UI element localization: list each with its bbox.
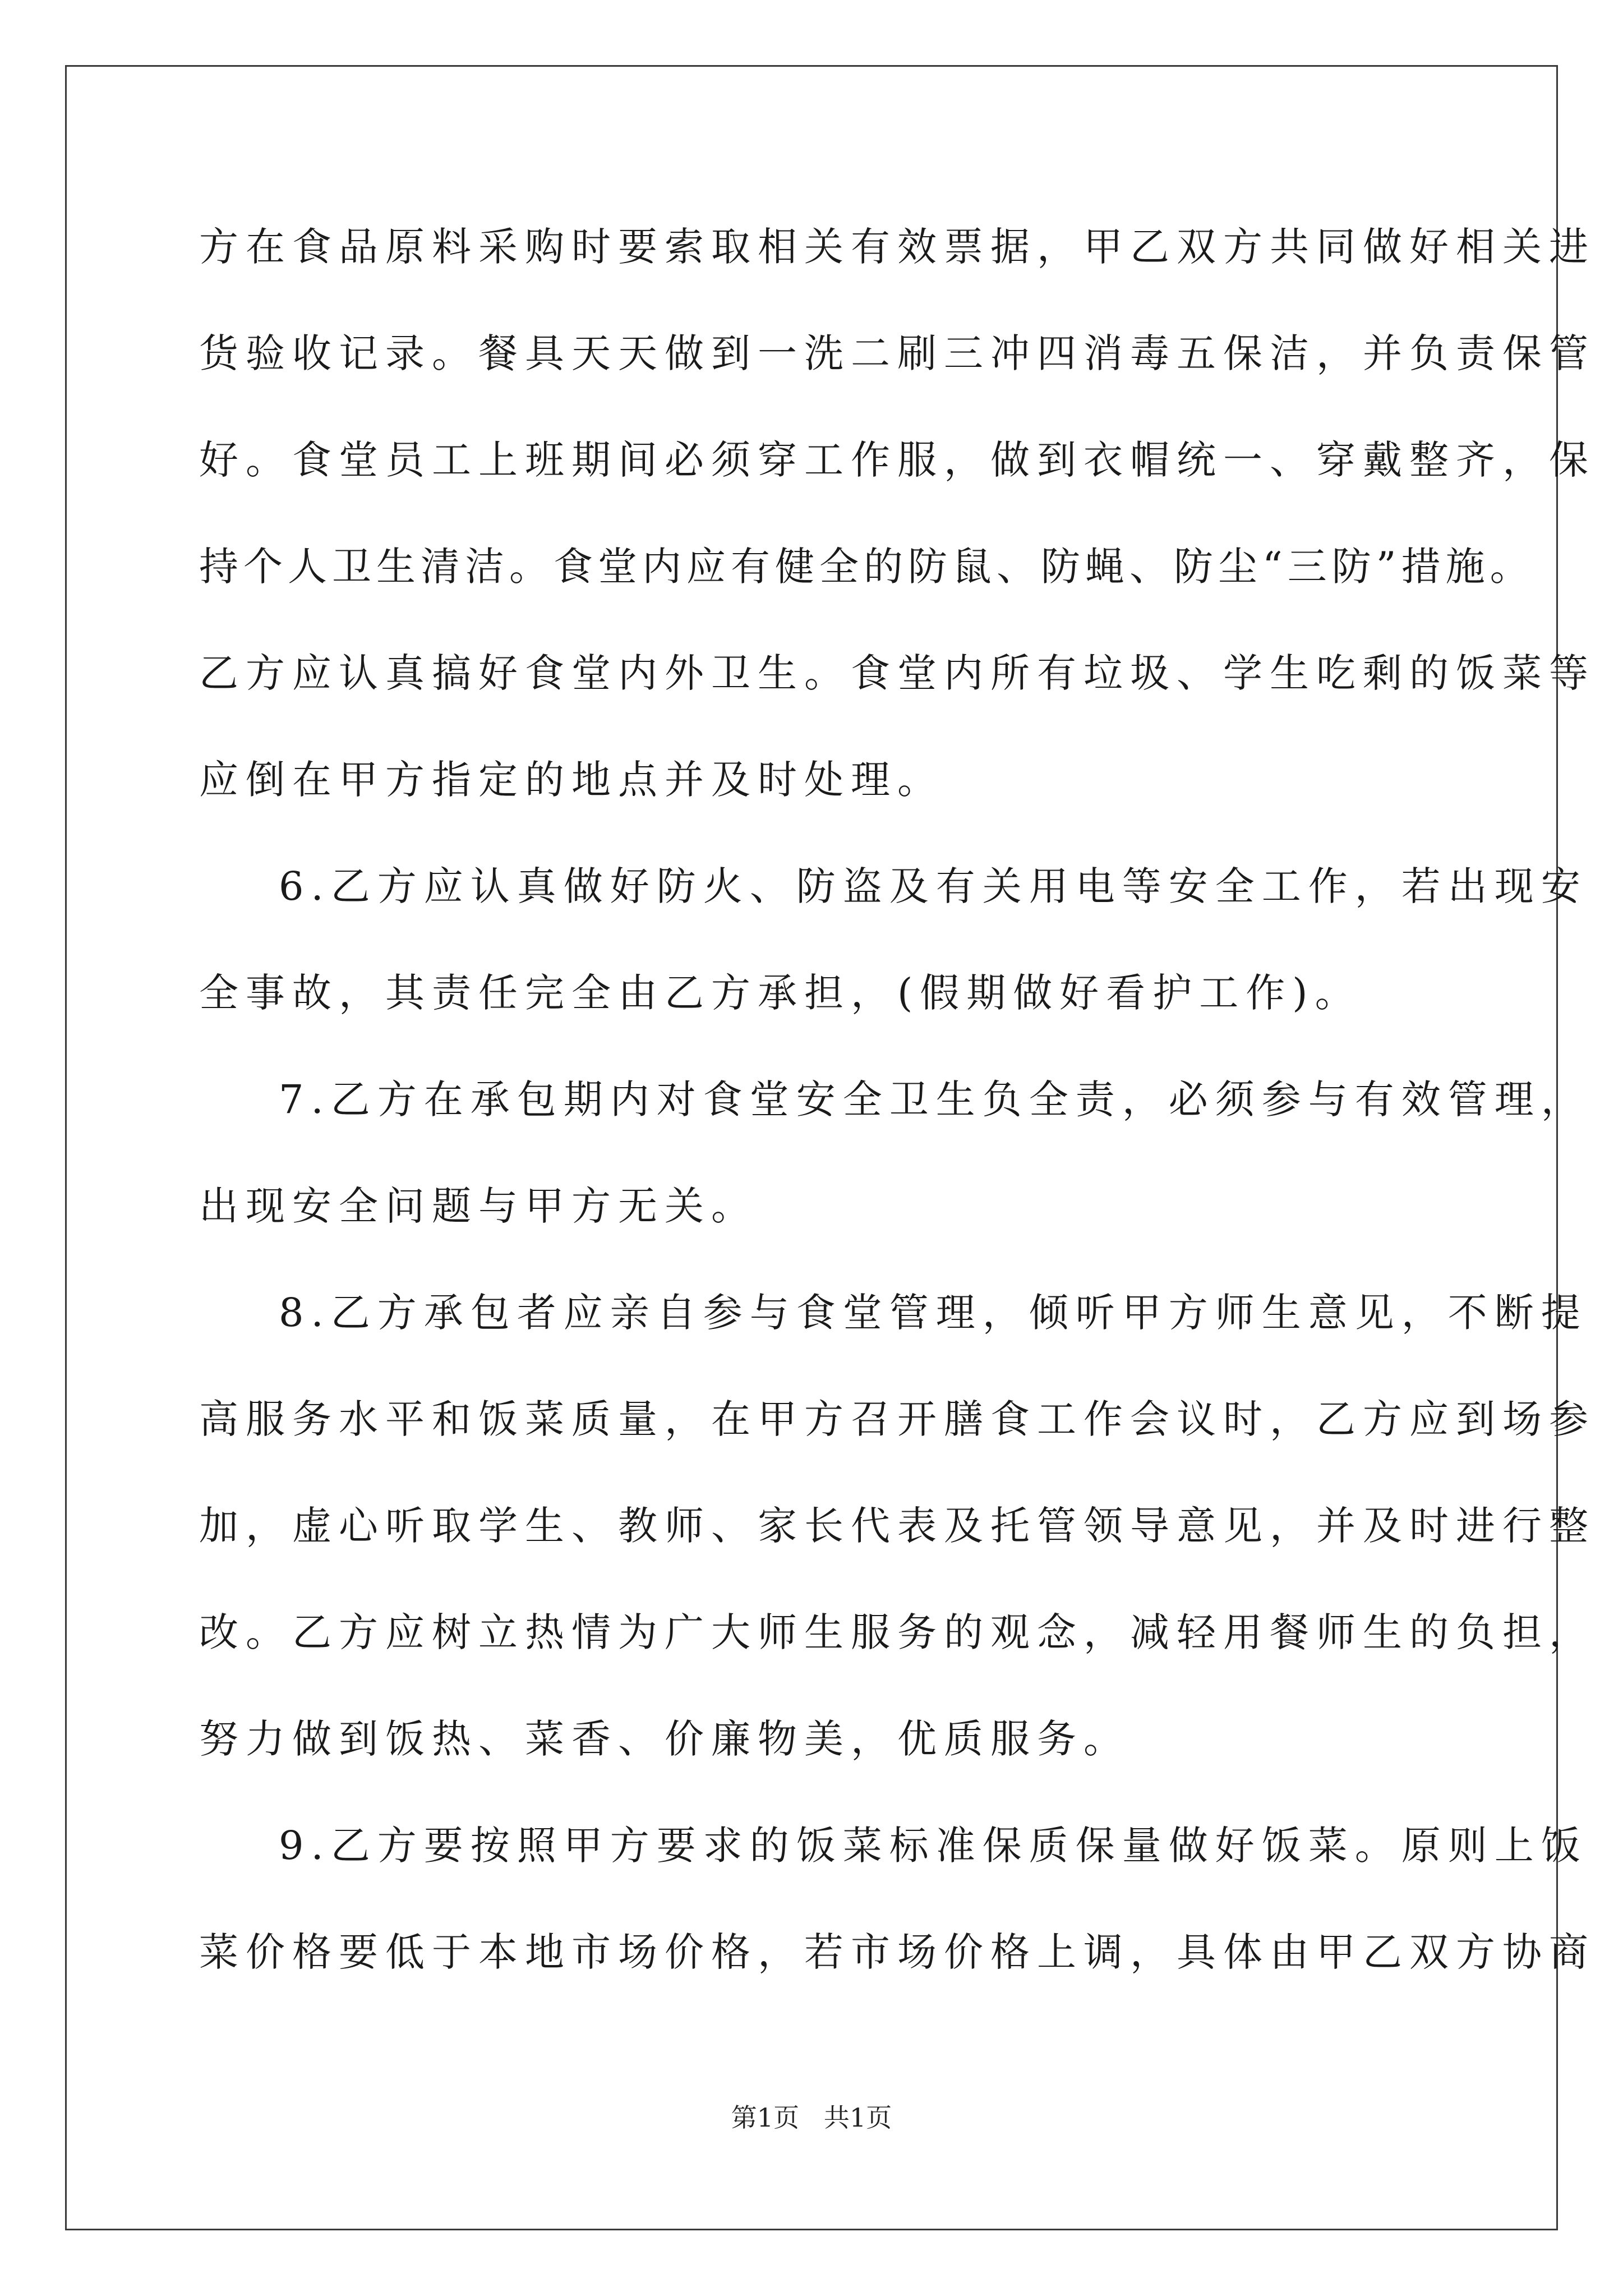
document-body xyxy=(199,216,1596,2028)
text-line: 好。食堂员工上班期间必须穿工作服，做到衣帽统一、穿戴整齐，保 xyxy=(199,437,1596,483)
text-line: 应倒在甲方指定的地点并及时处理。 xyxy=(199,757,944,803)
text-line-item-7: 7.乙方在承包期内对食堂安全卫生负全责，必须参与有效管理， xyxy=(279,1076,1588,1122)
text-line: 菜价格要低于本地市场价格，若市场价格上调，具体由甲乙双方协商 xyxy=(199,1929,1596,1975)
page-number-footer: 第1页 共1页 xyxy=(731,2102,892,2133)
text-line: 出现安全问题与甲方无关。 xyxy=(199,1183,758,1229)
text-line: 努力做到饭热、菜香、价廉物美，优质服务。 xyxy=(199,1716,1130,1762)
text-line: 货验收记录。餐具天天做到一洗二刷三冲四消毒五保洁，并负责保管 xyxy=(199,330,1596,376)
text-line: 全事故，其责任完全由乙方承担，(假期做好看护工作)。 xyxy=(199,970,1362,1016)
text-line-item-9: 9.乙方要按照甲方要求的饭菜标准保质保量做好饭菜。原则上饭 xyxy=(279,1823,1588,1869)
text-line-item-8: 8.乙方承包者应亲自参与食堂管理，倾听甲方师生意见，不断提 xyxy=(279,1290,1588,1336)
text-line: 改。乙方应树立热情为广大师生服务的观念，减轻用餐师生的负担， xyxy=(199,1609,1596,1655)
text-line: 乙方应认真搞好食堂内外卫生。食堂内所有垃圾、学生吃剩的饭菜等 xyxy=(199,650,1596,696)
text-line: 持个人卫生清洁。食堂内应有健全的防鼠、防蝇、防尘“三防”措施。 xyxy=(199,544,1534,590)
text-line: 加，虚心听取学生、教师、家长代表及托管领导意见，并及时进行整 xyxy=(199,1503,1596,1549)
text-line: 高服务水平和饭菜质量，在甲方召开膳食工作会议时，乙方应到场参 xyxy=(199,1396,1596,1442)
text-line: 方在食品原料采购时要索取相关有效票据，甲乙双方共同做好相关进 xyxy=(199,224,1596,270)
text-line-item-6: 6.乙方应认真做好防火、防盗及有关用电等安全工作，若出现安 xyxy=(279,863,1588,909)
